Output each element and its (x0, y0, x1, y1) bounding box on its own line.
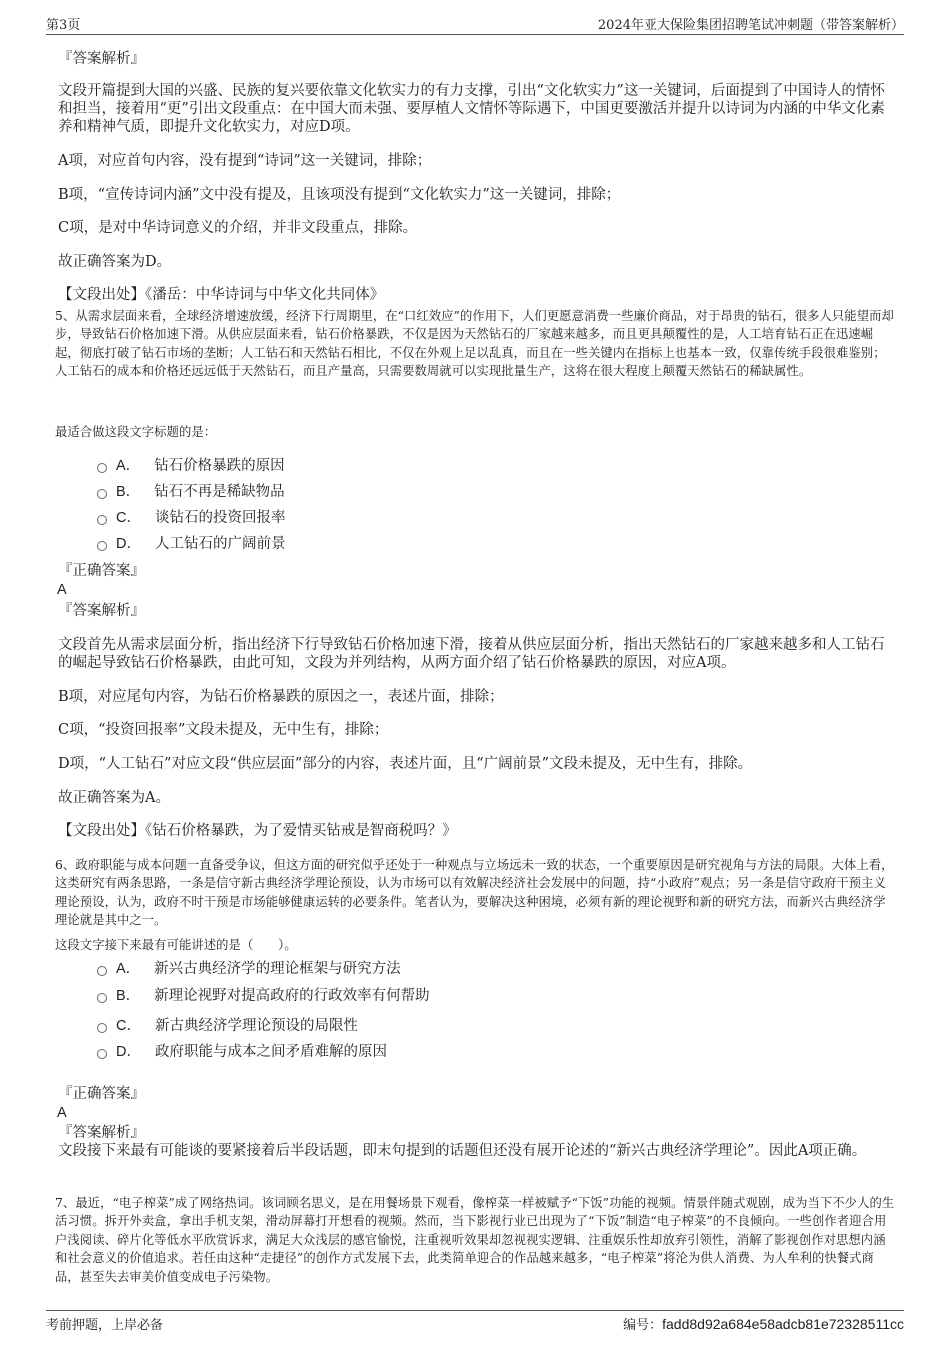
q5-correct-answer: A (57, 582, 67, 598)
q4-analysis-text: 文段开篇提到大国的兴盛、民族的复兴要依靠文化软实力的有力支撑，引出“文化软实力”这一关键词，后面提到了中国诗人的情怀和担当，接着用“更”引出文段重点：在中国大而未强、要厚植人文情怀等际遇下，中国更要激活并提升以诗词为内涵的中华文化素养和精神气质，即提升文化软实力，对应D项。 (58, 83, 885, 135)
page-footer (46, 1310, 904, 1333)
q4-analysis-b: B项，“宣传诗词内涵”文中没有提及，且该项没有提到“文化软实力”这一关键词，排除； (58, 187, 621, 203)
q5-question: 最适合做这段文字标题的是： (55, 425, 217, 439)
q6-question: 这段文字接下来最有可能讲述的是（ ）。 (55, 938, 297, 952)
radio-icon[interactable] (97, 515, 107, 525)
radio-icon[interactable] (97, 489, 107, 499)
q6-option-d[interactable]: D． 政府职能与成本之间矛盾难解的原因 (97, 1043, 387, 1061)
radio-icon[interactable] (97, 966, 107, 976)
q4-analysis-label: 『答案解析』 (58, 51, 145, 67)
q6-stem: 6、政府职能与成本问题一直备受争议，但这方面的研究似乎还处于一种观点与立场远未一致的状态，一个重要原因是研究视角与方法的局限。大体上看，这类研究有两条思路，一条是信守新古典经济学理论预设，认为市场可以有效解决经济社会发展中的问题，持“小政府”观点；另一条是信守政府干预主义理论预设，认为，政府不时干预是市场能够健康运转的必要条件。笔者认为，要解决这种困境，必须有新的理论视野和新的研究方法，而新兴古典经济学理论就是其中之一。 (55, 858, 894, 928)
q5-final-answer: 故正确答案为A。 (58, 790, 170, 806)
radio-icon[interactable] (97, 463, 107, 473)
q5-option-b[interactable]: B． 钻石不再是稀缺物品 (97, 483, 285, 501)
q7-stem: 7、最近，“电子榨菜”成了网络热词。该词顾名思义，是在用餐场景下观看，像榨菜一样被赋予“下饭”功能的视频。情景伴随式观剧，成为当下不少人的生活习惯。拆开外卖盒，拿出手机支架，滑动屏幕打开想看的视频。然而，当下影视行业已出现为了“下饭”制造“电子榨菜”的不良倾向。一些创作者迎合用户浅阅读、碎片化等低水平欣赏诉求，满足大众浅层的感官愉悦，注重视听效果却忽视视实逻辑、注重娱乐性却放弃引领性，消解了影视创作对思想内涵和社会意义的价值追求。若任由这种“走捷径”的创作方式发展下去，此类简单迎合的作品越来越多，“电子榨菜”将沦为供人消费、为人牟利的快餐式商品，甚至失去审美价值变成电子污染物。 (55, 1196, 895, 1284)
document-title: 2024年亚大保险集团招聘笔试冲刺题（带答案解析） (597, 18, 904, 33)
q5-stem: 5、从需求层面来看，全球经济增速放缓，经济下行周期里，在“口红效应”的作用下，人们更愿意消费一些廉价商品，对于昂贵的钻石，很多人只能望而却步，导致钻石价格加速下滑。从供应层面来看，钻石价格暴跌，不仅是因为天然钻石的厂家越来越多，而且更具颠覆性的是，人工培育钻石正在迅速崛起，彻底打破了钻石市场的垄断；人工钻石和天然钻石相比，不仅在外观上足以乱真，而且在一些关键内在指标上也基本一致，仅靠传统手段很难鉴别；人工钻石的成本和价格还远远低于天然钻石，而且产量高，只需要数周就可以实现批量生产，这将在很大程度上颠覆天然钻石的稀缺属性。 (55, 309, 894, 379)
page-number: 第3页 (46, 18, 81, 33)
document-code: 编号：fadd8d92a684e58adcb81e72328511cc (623, 1316, 904, 1333)
q4-analysis-c: C项，是对中华诗词意义的介绍，并非文段重点，排除。 (58, 220, 418, 236)
q4-source: 【文段出处】《潘岳：中华诗词与中华文化共同体》 (58, 287, 385, 303)
q6-option-c[interactable]: C． 新古典经济学理论预设的局限性 (97, 1017, 358, 1035)
q6-option-a[interactable]: A． 新兴古典经济学的理论框架与研究方法 (97, 960, 401, 978)
q6-analysis-text: 文段接下来最有可能谈的要紧接着后半段话题，即末句提到的话题但还没有展开论述的“新兴古典经济学理论”。因此A项正确。 (58, 1143, 867, 1159)
q6-option-b[interactable]: B． 新理论视野对提高政府的行政效率有何帮助 (97, 987, 430, 1005)
q4-final-answer: 故正确答案为D。 (58, 254, 172, 270)
q5-analysis-text: 文段首先从需求层面分析，指出经济下行导致钻石价格加速下滑，接着从供应层面分析，指出天然钻石的厂家越来越多和人工钻石的崛起导致钻石价格暴跌，由此可知，文段为并列结构，从两方面介绍了钻石价格暴跌的原因，对应A项。 (58, 637, 885, 671)
footer-slogan: 考前押题，上岸必备 (46, 1318, 164, 1333)
q5-analysis-b: B项，对应尾句内容，为钻石价格暴跌的原因之一，表述片面，排除； (58, 689, 504, 705)
q6-analysis-label: 『答案解析』 (58, 1125, 145, 1141)
q5-source: 【文段出处】《钻石价格暴跌，为了爱情买钻戒是智商税吗？》 (58, 823, 457, 839)
q5-option-c[interactable]: C． 谈钻石的投资回报率 (97, 509, 285, 527)
q5-correct-label: 『正确答案』 (58, 563, 145, 579)
q4-analysis-a: A项，对应首句内容，没有提到“诗词”这一关键词，排除； (58, 153, 432, 169)
q6-correct-label: 『正确答案』 (58, 1086, 145, 1102)
q5-analysis-c: C项，“投资回报率”文段未提及，无中生有，排除； (58, 722, 389, 738)
radio-icon[interactable] (97, 1023, 107, 1033)
q5-analysis-d: D项，“人工钻石”对应文段“供应层面”部分的内容，表述片面，且“广阔前景”文段未提及，无中生有，排除。 (58, 756, 753, 772)
page-header (46, 14, 904, 35)
radio-icon[interactable] (97, 993, 107, 1003)
q5-option-a[interactable]: A． 钻石价格暴跌的原因 (97, 457, 285, 475)
q6-correct-answer: A (57, 1105, 67, 1121)
radio-icon[interactable] (97, 1049, 107, 1059)
q5-option-d[interactable]: D． 人工钻石的广阔前景 (97, 535, 285, 553)
radio-icon[interactable] (97, 541, 107, 551)
q5-analysis-label: 『答案解析』 (58, 603, 145, 619)
